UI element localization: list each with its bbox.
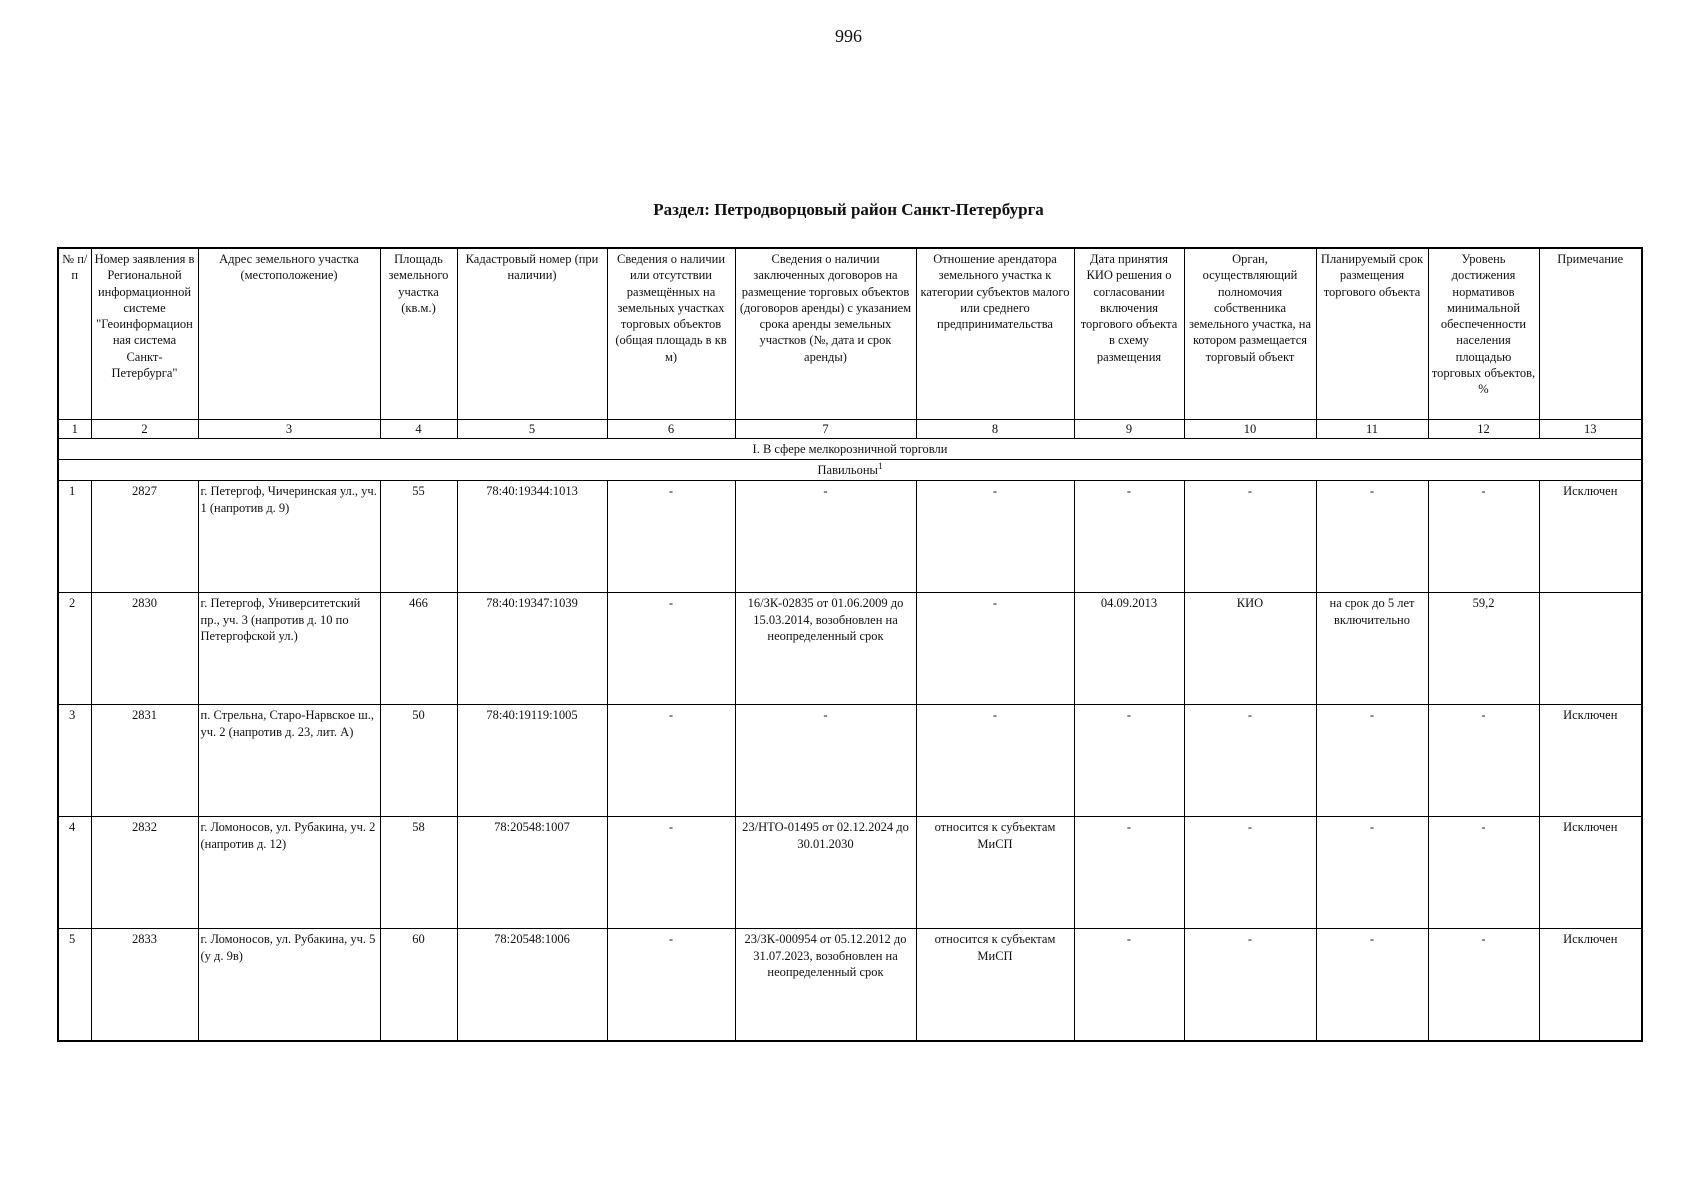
column-header-area: Площадь земельного участка (кв.м.) xyxy=(380,248,457,420)
cell-contracts: 16/ЗК-02835 от 01.06.2009 до 15.03.2014, возобновлен на неопределенный срок xyxy=(735,593,916,705)
cell-provision-level: 59,2 xyxy=(1428,593,1539,705)
cell-tenant-category: относится к субъектам МиСП xyxy=(916,929,1074,1042)
cell-cadastral-number: 78:20548:1006 xyxy=(457,929,607,1042)
column-header-address: Адрес земельного участка (местоположение) xyxy=(198,248,380,420)
column-number: 1 xyxy=(58,420,91,439)
column-number: 5 xyxy=(457,420,607,439)
column-number: 8 xyxy=(916,420,1074,439)
column-number: 12 xyxy=(1428,420,1539,439)
cell-cadastral-number: 78:40:19344:1013 xyxy=(457,481,607,593)
cell-owner-authority: - xyxy=(1184,929,1316,1042)
cell-planned-term: - xyxy=(1316,929,1428,1042)
cell-area: 58 xyxy=(380,817,457,929)
column-header-cadastral-number: Кадастровый номер (при наличии) xyxy=(457,248,607,420)
cell-provision-level: - xyxy=(1428,929,1539,1042)
cell-application-number: 2833 xyxy=(91,929,198,1042)
cell-address: г. Ломоносов, ул. Рубакина, уч. 5 (у д. 9в) xyxy=(198,929,380,1042)
section-row xyxy=(58,439,1642,460)
cell-note: Исключен xyxy=(1539,705,1642,817)
cell-planned-term: - xyxy=(1316,705,1428,817)
cell-application-number: 2832 xyxy=(91,817,198,929)
column-number: 3 xyxy=(198,420,380,439)
cell-area: 55 xyxy=(380,481,457,593)
column-header-existing-objects: Сведения о наличии или отсутствии размещённых на земельных участках торговых объектов (общая площадь в кв м) xyxy=(607,248,735,420)
cell-planned-term: - xyxy=(1316,481,1428,593)
page-number: 996 xyxy=(835,26,862,46)
cell-application-number: 2831 xyxy=(91,705,198,817)
cell-tenant-category: относится к субъектам МиСП xyxy=(916,817,1074,929)
cell-address: г. Петергоф, Университетский пр., уч. 3 (напротив д. 10 по Петергофской ул.) xyxy=(198,593,380,705)
cell-contracts: - xyxy=(735,481,916,593)
cell-note: Исключен xyxy=(1539,929,1642,1042)
section-label: I. В сфере мелкорозничной торговли xyxy=(58,439,1642,460)
column-number: 7 xyxy=(735,420,916,439)
cell-address: п. Стрельна, Старо-Нарвское ш., уч. 2 (напротив д. 23, лит. А) xyxy=(198,705,380,817)
cell-tenant-category: - xyxy=(916,705,1074,817)
cell-number: 2 xyxy=(58,593,91,705)
table-row xyxy=(58,929,1642,1042)
cell-planned-term: - xyxy=(1316,817,1428,929)
cell-approval-date: - xyxy=(1074,817,1184,929)
column-header-planned-term: Планируемый срок размещения торгового объекта xyxy=(1316,248,1428,420)
table-row xyxy=(58,481,1642,593)
table-row xyxy=(58,705,1642,817)
cell-cadastral-number: 78:20548:1007 xyxy=(457,817,607,929)
cell-tenant-category: - xyxy=(916,481,1074,593)
cell-area: 50 xyxy=(380,705,457,817)
cell-approval-date: - xyxy=(1074,481,1184,593)
cell-area: 60 xyxy=(380,929,457,1042)
table-row xyxy=(58,593,1642,705)
cell-application-number: 2827 xyxy=(91,481,198,593)
column-number: 13 xyxy=(1539,420,1642,439)
column-header-tenant-category: Отношение арендатора земельного участка к категории субъектов малого или среднего предпринимательства xyxy=(916,248,1074,420)
section-title: Раздел: Петродворцовый район Санкт-Петербурга xyxy=(653,200,1044,219)
column-number: 10 xyxy=(1184,420,1316,439)
subsection-row xyxy=(58,460,1642,481)
placement-scheme-table xyxy=(57,247,1643,1042)
cell-number: 3 xyxy=(58,705,91,817)
column-number: 9 xyxy=(1074,420,1184,439)
cell-owner-authority: - xyxy=(1184,817,1316,929)
cell-cadastral-number: 78:40:19347:1039 xyxy=(457,593,607,705)
column-numbers-row xyxy=(58,420,1642,439)
cell-note xyxy=(1539,593,1642,705)
cell-application-number: 2830 xyxy=(91,593,198,705)
cell-number: 4 xyxy=(58,817,91,929)
column-header-approval-date: Дата принятия КИО решения о согласовании включения торгового объекта в схему размещения xyxy=(1074,248,1184,420)
table-row xyxy=(58,817,1642,929)
cell-address: г. Ломоносов, ул. Рубакина, уч. 2 (напротив д. 12) xyxy=(198,817,380,929)
cell-owner-authority: - xyxy=(1184,481,1316,593)
column-number: 4 xyxy=(380,420,457,439)
cell-contracts: 23/ЗК-000954 от 05.12.2012 до 31.07.2023, возобновлен на неопределенный срок xyxy=(735,929,916,1042)
column-number: 2 xyxy=(91,420,198,439)
cell-cadastral-number: 78:40:19119:1005 xyxy=(457,705,607,817)
cell-number: 1 xyxy=(58,481,91,593)
cell-note: Исключен xyxy=(1539,817,1642,929)
cell-address: г. Петергоф, Чичеринская ул., уч. 1 (напротив д. 9) xyxy=(198,481,380,593)
column-number: 11 xyxy=(1316,420,1428,439)
footnote-marker: 1 xyxy=(877,460,883,471)
cell-number: 5 xyxy=(58,929,91,1042)
cell-contracts: - xyxy=(735,705,916,817)
column-header-number: № п/п xyxy=(58,248,91,420)
cell-approval-date: - xyxy=(1074,929,1184,1042)
cell-owner-authority: КИО xyxy=(1184,593,1316,705)
cell-existing-objects: - xyxy=(607,705,735,817)
cell-provision-level: - xyxy=(1428,481,1539,593)
subsection-cell xyxy=(58,460,1642,481)
column-header-provision-level: Уровень достижения нормативов минимальной обеспеченности населения площадью торговых объектов, % xyxy=(1428,248,1539,420)
cell-existing-objects: - xyxy=(607,929,735,1042)
column-number: 6 xyxy=(607,420,735,439)
column-header-owner-authority: Орган, осуществляющий полномочия собственника земельного участка, на котором размещается торговый объект xyxy=(1184,248,1316,420)
cell-contracts: 23/НТО-01495 от 02.12.2024 до 30.01.2030 xyxy=(735,817,916,929)
cell-existing-objects: - xyxy=(607,481,735,593)
cell-note: Исключен xyxy=(1539,481,1642,593)
column-header-contracts: Сведения о наличии заключенных договоров на размещение торговых объектов (договоров аренды) с указанием срока аренды земельных участков (№, дата и срок аренды) xyxy=(735,248,916,420)
cell-approval-date: 04.09.2013 xyxy=(1074,593,1184,705)
cell-existing-objects: - xyxy=(607,593,735,705)
cell-planned-term: на срок до 5 лет включительно xyxy=(1316,593,1428,705)
subsection-label: Павильоны xyxy=(817,463,878,478)
cell-existing-objects: - xyxy=(607,817,735,929)
cell-tenant-category: - xyxy=(916,593,1074,705)
cell-area: 466 xyxy=(380,593,457,705)
column-header-note: Примечание xyxy=(1539,248,1642,420)
cell-provision-level: - xyxy=(1428,817,1539,929)
cell-owner-authority: - xyxy=(1184,705,1316,817)
header-row xyxy=(58,248,1642,420)
column-header-application-number: Номер заявления в Региональной информационной системе "Геоинформационная система Санкт-Петербурга" xyxy=(91,248,198,420)
cell-provision-level: - xyxy=(1428,705,1539,817)
cell-approval-date: - xyxy=(1074,705,1184,817)
